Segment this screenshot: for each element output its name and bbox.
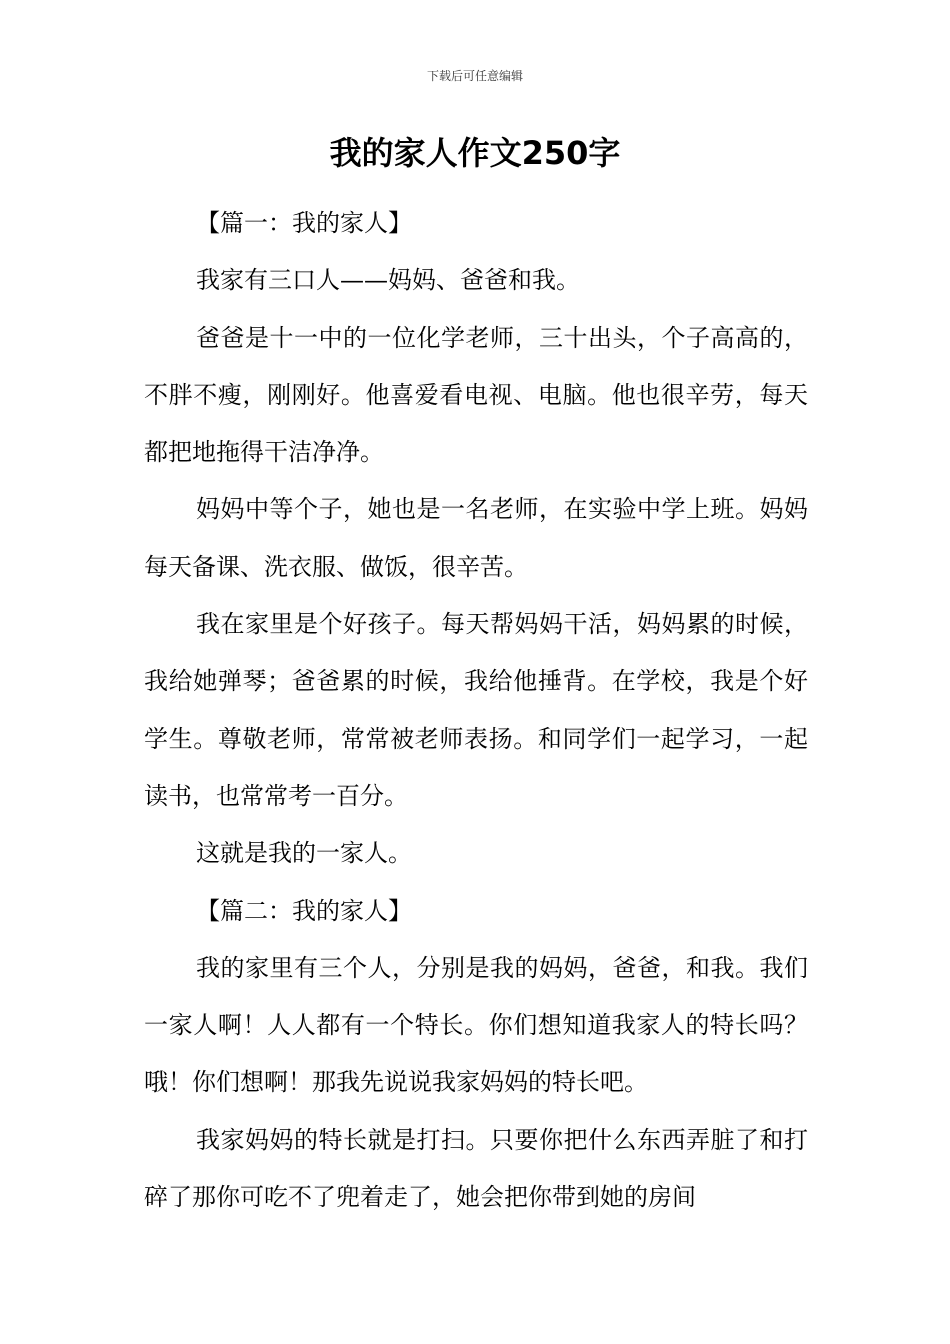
paragraph: 我的家里有三个人，分别是我的妈妈，爸爸，和我。我们一家人啊！人人都有一个特长。你们想知道我家人的特长吗？哦！你们想啊！那我先说说我家妈妈的特长吧。 bbox=[144, 953, 808, 1097]
paragraph: 妈妈中等个子，她也是一名老师，在实验中学上班。妈妈每天备课、洗衣服、做饭，很辛苦。 bbox=[144, 495, 808, 581]
paragraph: 这就是我的一家人。 bbox=[196, 839, 412, 868]
section-heading: 【篇一：我的家人】 bbox=[196, 209, 412, 237]
paragraph: 我在家里是个好孩子。每天帮妈妈干活，妈妈累的时候，我给她弹琴；爸爸累的时候，我给他捶背。在学校，我是个好学生。尊敬老师，常常被老师表扬。和同学们一起学习，一起读书，也常常考一百分。 bbox=[144, 610, 808, 810]
section-heading: 【篇二：我的家人】 bbox=[196, 896, 412, 925]
document-body bbox=[144, 195, 808, 1226]
paragraph: 我家有三口人——妈妈、爸爸和我。 bbox=[196, 266, 580, 295]
paragraph: 我家妈妈的特长就是打扫。只要你把什么东西弄脏了和打碎了那你可吃不了兜着走了，她会把你带到她的房间 bbox=[144, 1125, 808, 1212]
paragraph: 爸爸是十一中的一位化学老师，三十出头，个子高高的，不胖不瘦，刚刚好。他喜爱看电视、电脑。他也很辛劳，每天都把地拖得干洁净净。 bbox=[144, 323, 808, 467]
document-title: 我的家人作文250字 bbox=[329, 134, 621, 172]
header-note: 下载后可任意编辑 bbox=[426, 69, 523, 83]
